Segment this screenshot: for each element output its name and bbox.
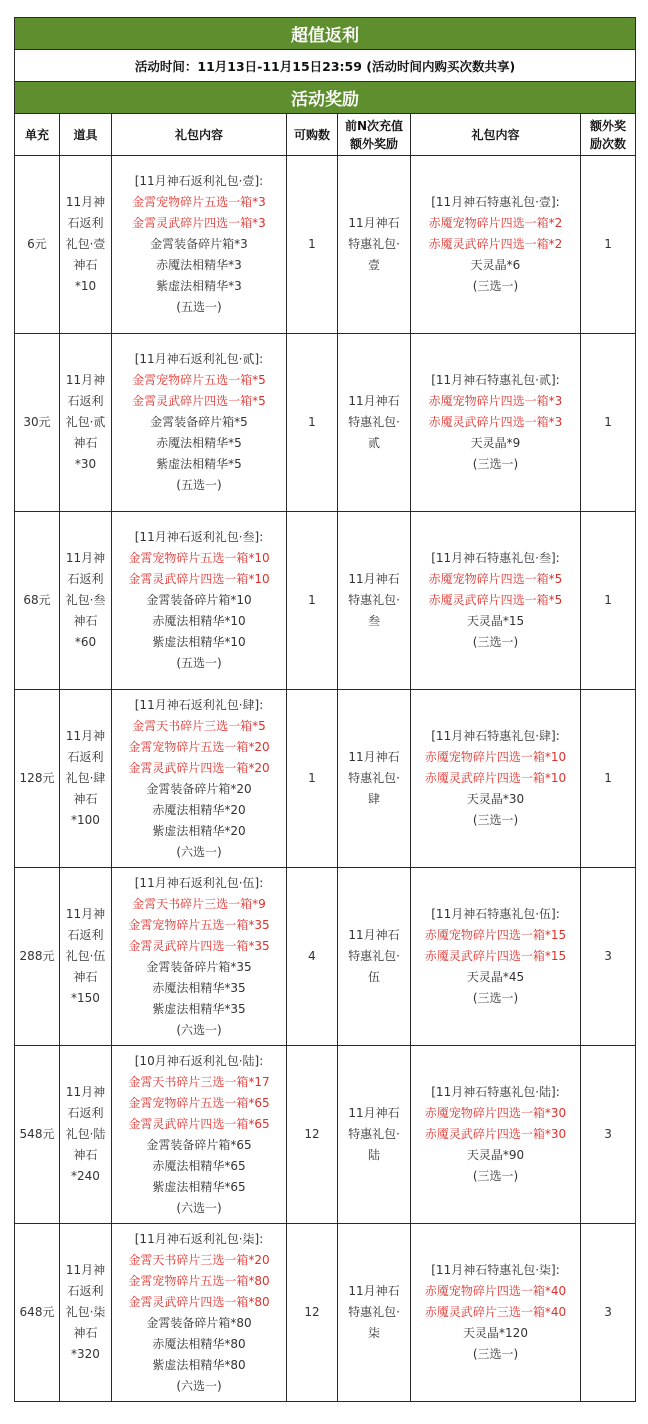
extra-item-cell	[338, 156, 411, 334]
cell-line: [11月神石特惠礼包·肆]:	[431, 729, 560, 743]
extra-count-cell: 3	[581, 1046, 636, 1224]
cell-line: 金霄装备碎片箱*35	[146, 959, 252, 974]
cell-line: 金霄装备碎片箱*65	[146, 1137, 252, 1152]
cell-line: 天灵晶*45	[466, 970, 525, 984]
header-item: 道具	[60, 114, 112, 156]
table-row	[15, 868, 636, 1046]
cell-line: 神石	[73, 970, 98, 984]
cell-line: 紫虚法相精华*5	[156, 457, 242, 471]
content-cell	[112, 156, 287, 334]
cell-line: [11月神石特惠礼包·贰]:	[431, 373, 560, 387]
price-cell: 288元	[15, 868, 60, 1046]
cell-line: 11月神	[65, 195, 106, 209]
header-content: 礼包内容	[112, 114, 287, 156]
header-extra-reward: 前N次充值 额外奖励	[338, 114, 411, 156]
cell-line: (三选一)	[472, 279, 519, 293]
cell-line: 神石	[73, 436, 98, 450]
cell-line: 礼包·壹	[65, 237, 106, 251]
cell-line: [11月神石返利礼包·叁]:	[134, 530, 264, 544]
cell-line: 天灵晶*9	[470, 436, 521, 450]
cell-line: 赤魇法相精华*3	[156, 258, 242, 272]
cell-line: [11月神石特惠礼包·壹]:	[431, 195, 560, 209]
cell-line: 赤魇宠物碎片四选一箱*15	[424, 928, 567, 942]
cell-line: [11月神石返利礼包·伍]:	[134, 875, 264, 890]
cell-line: [11月神石返利礼包·肆]:	[134, 697, 264, 712]
extra-content-cell	[411, 1046, 581, 1224]
cell-line: 金霄灵武碎片四选一箱*3	[132, 216, 266, 230]
cell-line: (六选一)	[176, 844, 222, 859]
header-extra-count: 额外奖 励次数	[581, 114, 636, 156]
cell-line: 金霄宠物碎片五选一箱*80	[128, 1273, 270, 1288]
cell-line: 礼包·肆	[65, 771, 106, 785]
cell-line: 石返利	[67, 1284, 104, 1298]
cell-line: 特惠礼包·	[348, 237, 400, 251]
cell-line: 金霄宠物碎片五选一箱*10	[128, 551, 270, 565]
item-cell	[60, 1046, 112, 1224]
content-cell	[112, 334, 287, 512]
cell-line: 11月神	[65, 373, 106, 387]
cell-line: 赤魇灵武碎片三选一箱*40	[424, 1305, 567, 1319]
cell-line: 紫虚法相精华*80	[152, 1357, 246, 1372]
table-row	[15, 1046, 636, 1224]
cell-line: 贰	[367, 436, 380, 450]
extra-item-cell	[338, 690, 411, 868]
cell-line: 赤魇宠物碎片四选一箱*2	[428, 216, 563, 230]
content-cell	[112, 868, 287, 1046]
cell-line: 金霄宠物碎片五选一箱*65	[128, 1095, 270, 1110]
cell-line: 赤魇法相精华*5	[156, 436, 242, 450]
cell-line: 金霄装备碎片箱*3	[150, 237, 248, 251]
cell-line: [11月神石返利礼包·贰]:	[134, 352, 264, 366]
cell-line: 紫虚法相精华*35	[152, 1001, 246, 1016]
rebate-table	[14, 17, 636, 1402]
cell-line: 11月神石	[348, 1284, 400, 1298]
cell-line: 金霄灵武碎片四选一箱*80	[128, 1294, 270, 1309]
table-row	[15, 156, 636, 334]
extra-count-cell: 3	[581, 868, 636, 1046]
cell-line: 金霄天书碎片三选一箱*17	[128, 1074, 270, 1089]
cell-line: 金霄宠物碎片五选一箱*5	[132, 373, 266, 387]
cell-line: 11月神石	[348, 216, 400, 230]
cell-line: 特惠礼包·	[348, 949, 400, 963]
cell-line: (三选一)	[472, 991, 519, 1005]
cell-line: 礼包·柒	[65, 1305, 106, 1319]
cell-line: 11月神石	[348, 928, 400, 942]
cell-line: 金霄灵武碎片四选一箱*35	[128, 938, 270, 953]
cell-line: 礼包·伍	[65, 949, 106, 963]
cell-line: 特惠礼包·	[348, 1127, 400, 1141]
cell-line: 石返利	[67, 394, 104, 408]
cell-line: 石返利	[67, 216, 104, 230]
cell-line: 金霄宠物碎片五选一箱*20	[128, 739, 270, 754]
price-cell: 548元	[15, 1046, 60, 1224]
cell-line: 壹	[367, 258, 380, 272]
content-cell	[112, 1224, 287, 1402]
cell-line: 礼包·叁	[65, 593, 106, 607]
extra-item-cell	[338, 868, 411, 1046]
cell-line: 11月神石	[348, 1106, 400, 1120]
cell-line: 金霄宠物碎片五选一箱*3	[132, 195, 266, 209]
extra-content-cell	[411, 156, 581, 334]
cell-line: 神石	[73, 258, 98, 272]
table-row	[15, 1224, 636, 1402]
cell-line: [10月神石返利礼包·陆]:	[134, 1053, 264, 1068]
price-cell: 648元	[15, 1224, 60, 1402]
item-cell	[60, 690, 112, 868]
price-cell: 128元	[15, 690, 60, 868]
cell-line: 礼包·陆	[65, 1127, 106, 1141]
cell-line: 神石	[73, 1148, 98, 1162]
cell-line: 赤魇宠物碎片四选一箱*3	[428, 394, 563, 408]
cell-line: 11月神	[65, 907, 106, 921]
count-cell: 1	[287, 156, 338, 334]
count-cell: 12	[287, 1046, 338, 1224]
cell-line: [11月神石特惠礼包·陆]:	[431, 1085, 560, 1099]
cell-line: 天灵晶*90	[466, 1148, 525, 1162]
cell-line: 11月神	[65, 729, 106, 743]
cell-line: 金霄天书碎片三选一箱*5	[132, 718, 266, 733]
cell-line: (六选一)	[176, 1022, 222, 1037]
cell-line: 陆	[367, 1148, 380, 1162]
cell-line: 石返利	[67, 572, 104, 586]
cell-line: 赤魇灵武碎片四选一箱*3	[428, 415, 563, 429]
cell-line: 赤魇宠物碎片四选一箱*10	[424, 750, 567, 764]
extra-content-cell	[411, 1224, 581, 1402]
cell-line: 金霄灵武碎片四选一箱*65	[128, 1116, 270, 1131]
cell-line: *150	[71, 991, 100, 1005]
item-cell	[60, 156, 112, 334]
cell-line: 金霄天书碎片三选一箱*20	[128, 1252, 270, 1267]
cell-line: 赤魇法相精华*80	[152, 1336, 246, 1351]
item-cell	[60, 512, 112, 690]
cell-line: 特惠礼包·	[348, 593, 400, 607]
cell-line: [11月神石特惠礼包·伍]:	[431, 907, 560, 921]
extra-content-cell	[411, 868, 581, 1046]
cell-line: (三选一)	[472, 1169, 519, 1183]
item-cell	[60, 334, 112, 512]
cell-line: 金霄装备碎片箱*5	[150, 415, 248, 429]
extra-content-cell	[411, 512, 581, 690]
cell-line: 叁	[367, 614, 380, 628]
cell-line: 赤魇法相精华*35	[152, 980, 246, 995]
header-count: 可购数	[287, 114, 338, 156]
cell-line: (六选一)	[176, 1200, 222, 1215]
cell-line: 11月神	[65, 551, 106, 565]
cell-line: (五选一)	[176, 478, 222, 492]
cell-line: 石返利	[67, 1106, 104, 1120]
table-row	[15, 512, 636, 690]
item-cell	[60, 1224, 112, 1402]
section-title: 活动奖励	[15, 82, 636, 114]
cell-line: 赤魇宠物碎片四选一箱*40	[424, 1284, 567, 1298]
cell-line: (六选一)	[176, 1378, 222, 1393]
extra-item-cell	[338, 1046, 411, 1224]
cell-line: 天灵晶*30	[466, 792, 525, 806]
cell-line: 赤魇法相精华*65	[152, 1158, 246, 1173]
table-row	[15, 334, 636, 512]
cell-line: (五选一)	[176, 300, 222, 314]
cell-line: 赤魇灵武碎片四选一箱*30	[424, 1127, 567, 1141]
cell-line: 赤魇灵武碎片四选一箱*10	[424, 771, 567, 785]
cell-line: 11月神石	[348, 750, 400, 764]
cell-line: 紫虚法相精华*65	[152, 1179, 246, 1194]
cell-line: 金霄装备碎片箱*10	[146, 593, 252, 607]
count-cell: 1	[287, 512, 338, 690]
cell-line: *60	[74, 635, 97, 649]
cell-line: 柒	[367, 1326, 380, 1340]
extra-content-cell	[411, 690, 581, 868]
cell-line: (三选一)	[472, 813, 519, 827]
extra-item-cell	[338, 1224, 411, 1402]
cell-line: 神石	[73, 1326, 98, 1340]
cell-line: (三选一)	[472, 457, 519, 471]
cell-line: 11月神	[65, 1085, 106, 1099]
cell-line: 礼包·贰	[65, 415, 106, 429]
cell-line: 天灵晶*15	[466, 614, 525, 628]
extra-item-cell	[338, 334, 411, 512]
cell-line: 特惠礼包·	[348, 1305, 400, 1319]
header-extra-content: 礼包内容	[411, 114, 581, 156]
cell-line: 11月神	[65, 1263, 106, 1277]
cell-line: [11月神石特惠礼包·柒]:	[431, 1263, 560, 1277]
header-price: 单充	[15, 114, 60, 156]
cell-line: 石返利	[67, 750, 104, 764]
cell-line: 金霄灵武碎片四选一箱*5	[132, 394, 266, 408]
cell-line: 金霄天书碎片三选一箱*9	[132, 896, 266, 911]
cell-line: *10	[74, 279, 97, 293]
count-cell: 12	[287, 1224, 338, 1402]
extra-content-cell	[411, 334, 581, 512]
extra-item-cell	[338, 512, 411, 690]
cell-line: 肆	[367, 792, 380, 806]
cell-line: 赤魇宠物碎片四选一箱*5	[428, 572, 563, 586]
cell-line: 11月神石	[348, 394, 400, 408]
content-cell	[112, 690, 287, 868]
cell-line: 赤魇法相精华*10	[152, 614, 246, 628]
cell-line: *320	[71, 1347, 100, 1361]
content-cell	[112, 1046, 287, 1224]
cell-line: 天灵晶*6	[470, 258, 521, 272]
extra-count-cell: 1	[581, 690, 636, 868]
cell-line: (三选一)	[472, 635, 519, 649]
item-cell	[60, 868, 112, 1046]
cell-line: 金霄装备碎片箱*80	[146, 1315, 252, 1330]
extra-count-cell: 1	[581, 156, 636, 334]
price-cell: 68元	[15, 512, 60, 690]
content-cell	[112, 512, 287, 690]
price-cell: 6元	[15, 156, 60, 334]
extra-count-cell: 1	[581, 334, 636, 512]
cell-line: 石返利	[67, 928, 104, 942]
cell-line: *100	[71, 813, 100, 827]
cell-line: (五选一)	[176, 656, 222, 670]
page-title: 超值返利	[15, 18, 636, 50]
cell-line: 金霄灵武碎片四选一箱*20	[128, 760, 270, 775]
count-cell: 4	[287, 868, 338, 1046]
cell-line: 天灵晶*120	[463, 1326, 528, 1340]
cell-line: 赤魇法相精华*20	[152, 802, 246, 817]
price-cell: 30元	[15, 334, 60, 512]
cell-line: 赤魇灵武碎片四选一箱*2	[428, 237, 563, 251]
extra-count-cell: 1	[581, 512, 636, 690]
count-cell: 1	[287, 690, 338, 868]
extra-count-cell: 3	[581, 1224, 636, 1402]
cell-line: 赤魇灵武碎片四选一箱*5	[428, 593, 563, 607]
cell-line: 神石	[73, 614, 98, 628]
cell-line: *30	[74, 457, 97, 471]
cell-line: *240	[71, 1169, 100, 1183]
cell-line: (三选一)	[472, 1347, 519, 1361]
cell-line: 金霄灵武碎片四选一箱*10	[128, 572, 270, 586]
cell-line: 紫虚法相精华*20	[152, 823, 246, 838]
cell-line: 特惠礼包·	[348, 771, 400, 785]
cell-line: 赤魇宠物碎片四选一箱*30	[424, 1106, 567, 1120]
cell-line: 紫虚法相精华*3	[156, 279, 242, 293]
cell-line: 11月神石	[348, 572, 400, 586]
cell-line: 赤魇灵武碎片四选一箱*15	[424, 949, 567, 963]
table-header-row	[15, 114, 636, 156]
cell-line: 神石	[73, 792, 98, 806]
cell-line: [11月神石返利礼包·柒]:	[134, 1231, 264, 1246]
activity-time: 活动时间：11月13日-11月15日23:59 (活动时间内购买次数共享)	[15, 50, 636, 82]
cell-line: 伍	[367, 970, 380, 984]
cell-line: 紫虚法相精华*10	[152, 635, 246, 649]
cell-line: [11月神石特惠礼包·叁]:	[431, 551, 560, 565]
cell-line: [11月神石返利礼包·壹]:	[134, 174, 264, 188]
cell-line: 特惠礼包·	[348, 415, 400, 429]
count-cell: 1	[287, 334, 338, 512]
table-row	[15, 690, 636, 868]
cell-line: 金霄装备碎片箱*20	[146, 781, 252, 796]
cell-line: 金霄宠物碎片五选一箱*35	[128, 917, 270, 932]
